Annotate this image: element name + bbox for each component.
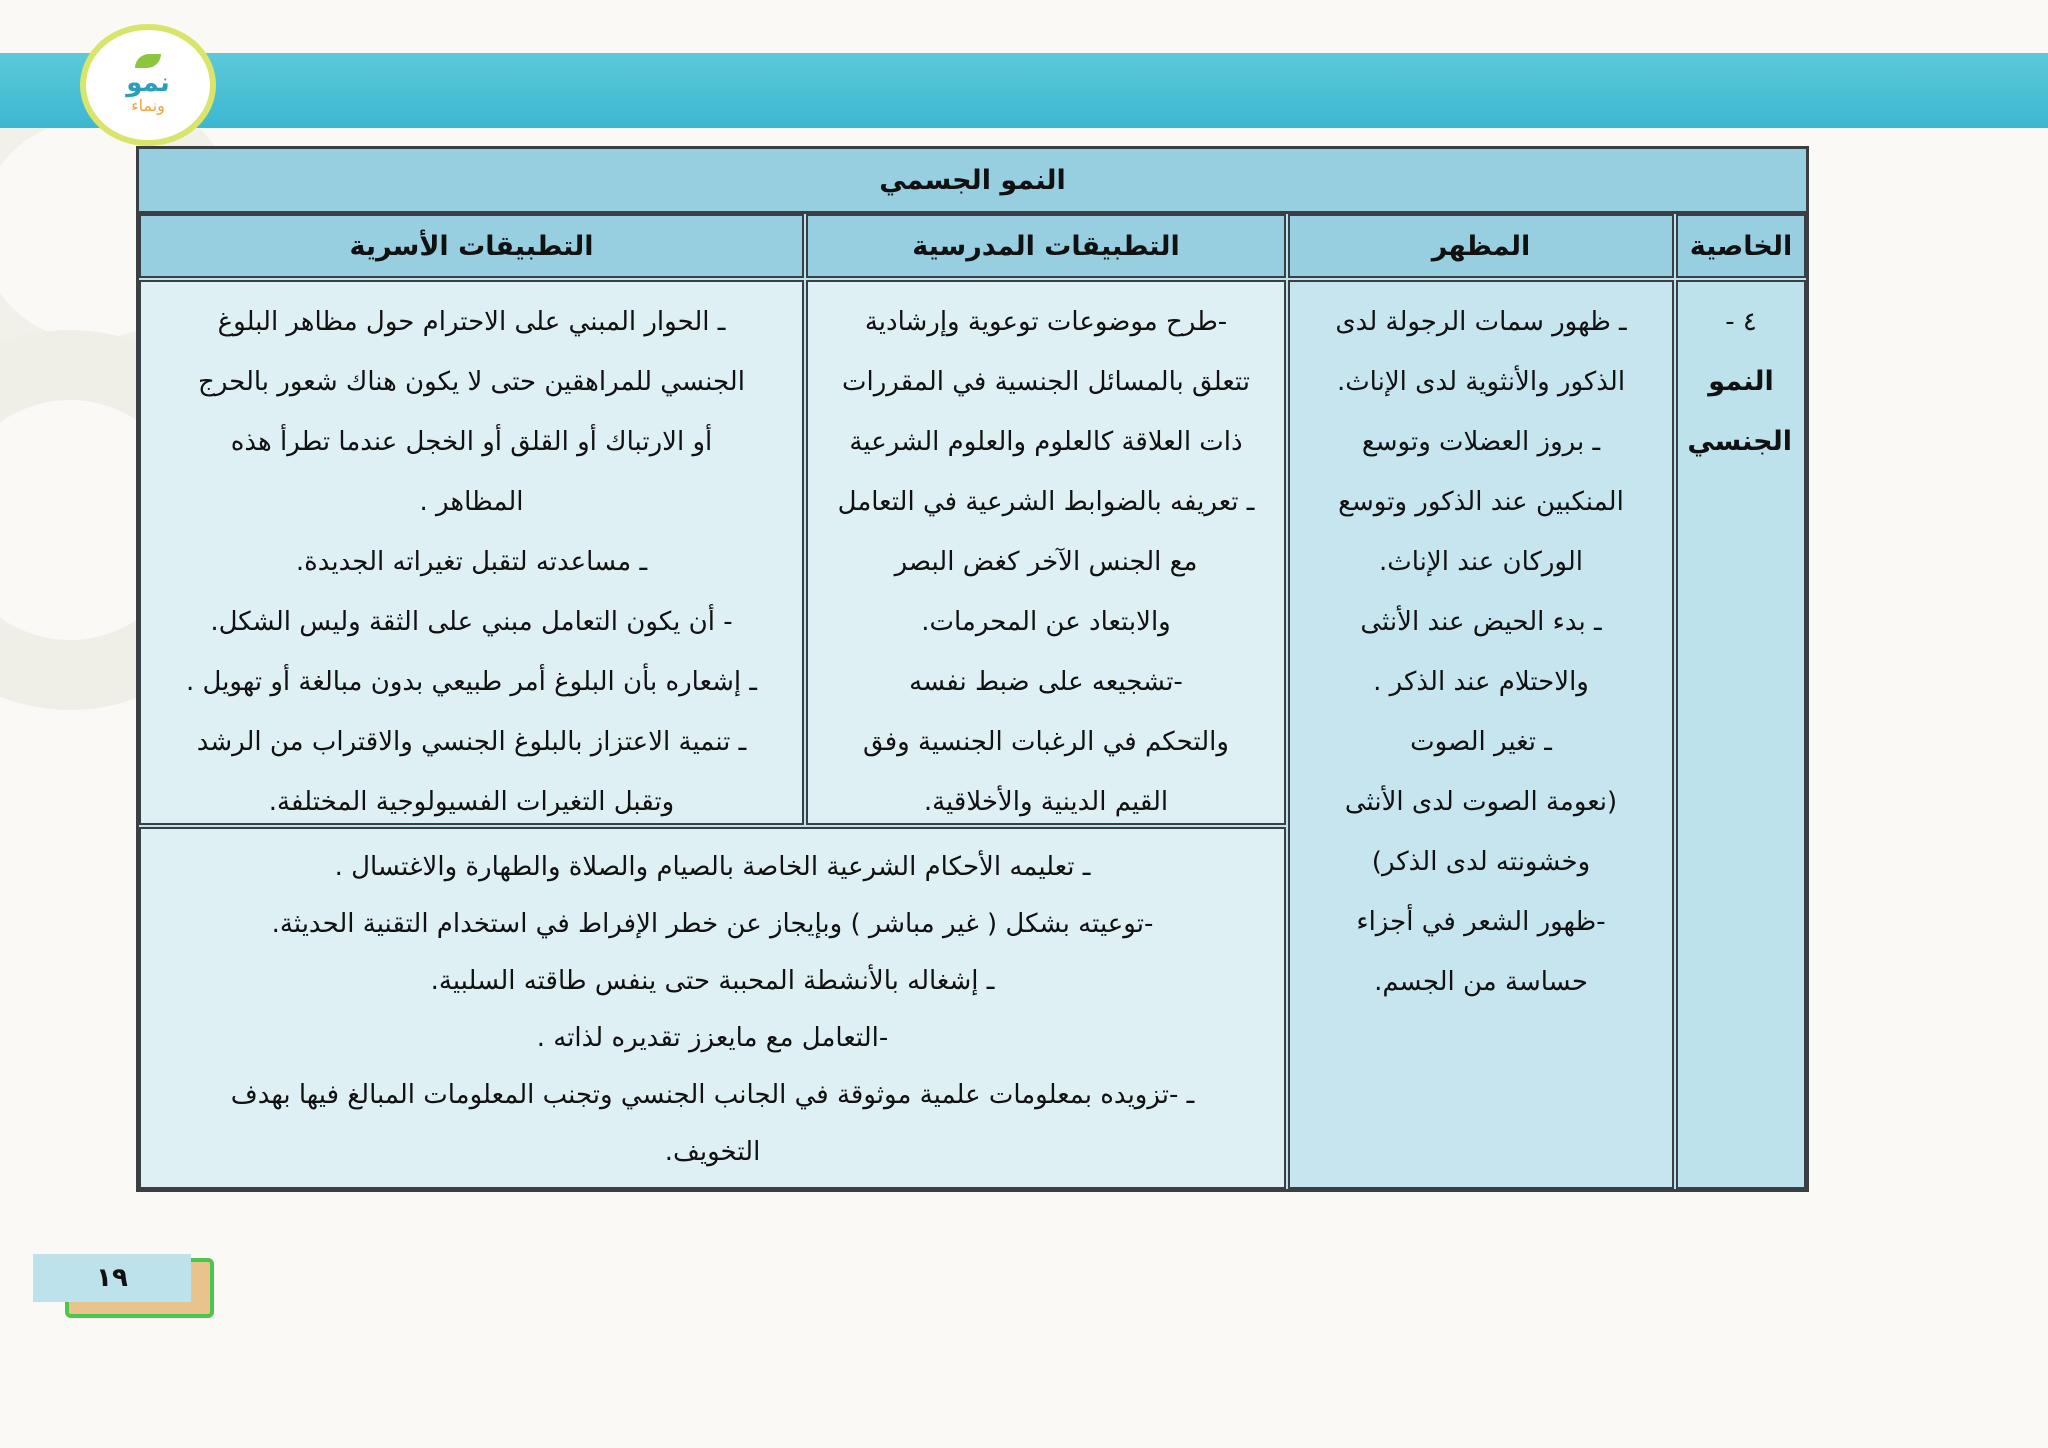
family-line: - أن يكون التعامل مبني على الثقة وليس الشكل.: [210, 607, 733, 637]
family-line: وتقبل التغيرات الفسيولوجية المختلفة.: [268, 787, 675, 817]
appearance-line: ـ تغير الصوت: [1410, 727, 1552, 757]
family-line: ـ الحوار المبني على الاحترام حول مظاهر البلوغ: [217, 307, 726, 337]
header-property: الخاصية: [1676, 214, 1806, 278]
logo: [80, 24, 216, 146]
shared-line: -توعيته بشكل ( غير مباشر ) وبإيجاز عن خطر الإفراط في استخدام التقنية الحديثة.: [271, 909, 1154, 939]
school-line: تتعلق بالمسائل الجنسية في المقررات: [842, 367, 1250, 397]
school-line: مع الجنس الآخر كغض البصر: [894, 547, 1198, 577]
school-applications-cell: [806, 280, 1286, 825]
appearance-line: ـ بدء الحيض عند الأنثى: [1360, 607, 1602, 637]
appearance-line: وخشونته لدى الذكر): [1371, 847, 1591, 877]
school-line: -تشجيعه على ضبط نفسه: [909, 667, 1183, 697]
shared-applications-cell: [139, 827, 1286, 1189]
school-line: -طرح موضوعات توعوية وإرشادية: [864, 307, 1228, 337]
school-line: والابتعاد عن المحرمات.: [921, 607, 1171, 637]
shared-line: التخويف.: [664, 1137, 761, 1167]
shared-line: -التعامل مع مايعزز تقديره لذاته .: [536, 1023, 889, 1053]
appearance-line: والاحتلام عند الذكر .: [1373, 667, 1589, 697]
family-applications-cell: [139, 280, 804, 825]
property-number: ٤ -: [1725, 307, 1757, 337]
logo-text: نمو: [126, 68, 170, 99]
page-number: ١٩: [33, 1254, 191, 1302]
appearance-line: حساسة من الجسم.: [1374, 967, 1588, 997]
logo-subtext: ونماء: [131, 96, 165, 116]
appearance-line: الذكور والأنثوية لدى الإناث.: [1336, 367, 1626, 397]
appearance-line: ـ ظهور سمات الرجولة لدى: [1335, 307, 1627, 337]
leaf-icon: [135, 54, 161, 68]
appearance-line: (نعومة الصوت لدى الأنثى: [1344, 787, 1618, 817]
school-line: ذات العلاقة كالعلوم والعلوم الشرعية: [849, 427, 1243, 457]
appearance-line: ـ بروز العضلات وتوسع: [1361, 427, 1601, 457]
family-line: ـ إشعاره بأن البلوغ أمر طبيعي بدون مبالغة أو تهويل .: [185, 667, 758, 697]
family-line: ـ مساعدته لتقبل تغيراته الجديدة.: [295, 547, 648, 577]
shared-line: ـ -تزويده بمعلومات علمية موثوقة في الجانب الجنسي وتجنب المعلومات المبالغ فيها بهدف: [230, 1080, 1195, 1110]
appearance-line: المنكبين عند الذكور وتوسع: [1338, 487, 1624, 517]
table-title: النمو الجسمي: [139, 149, 1806, 214]
shared-line: ـ إشغاله بالأنشطة المحببة حتى ينفس طاقته السلبية.: [430, 966, 995, 996]
family-line: أو الارتباك أو القلق أو الخجل عندما تطرأ هذه: [230, 427, 713, 457]
school-line: القيم الدينية والأخلاقية.: [923, 787, 1169, 817]
family-line: ـ تنمية الاعتزاز بالبلوغ الجنسي والاقتراب من الرشد: [196, 727, 747, 757]
header-family: التطبيقات الأسرية: [139, 214, 804, 278]
appearance-cell: [1288, 280, 1674, 1189]
family-line: الجنسي للمراهقين حتى لا يكون هناك شعور بالحرج: [198, 367, 745, 397]
header-appearance: المظهر: [1288, 214, 1674, 278]
header-school: التطبيقات المدرسية: [806, 214, 1286, 278]
property-name-line1: النمو: [1708, 366, 1774, 397]
header-band: [0, 53, 2048, 128]
family-line: المظاهر .: [419, 487, 524, 517]
property-cell: [1676, 280, 1806, 1189]
school-line: والتحكم في الرغبات الجنسية وفق: [863, 727, 1229, 757]
property-name-line2: الجنسي: [1687, 426, 1792, 457]
physical-growth-table: [136, 146, 1809, 1192]
shared-line: ـ تعليمه الأحكام الشرعية الخاصة بالصيام والصلاة والطهارة والاغتسال .: [334, 852, 1091, 882]
school-line: ـ تعريفه بالضوابط الشرعية في التعامل: [837, 487, 1255, 517]
appearance-line: -ظهور الشعر في أجزاء: [1356, 907, 1606, 937]
appearance-line: الوركان عند الإناث.: [1378, 547, 1583, 577]
